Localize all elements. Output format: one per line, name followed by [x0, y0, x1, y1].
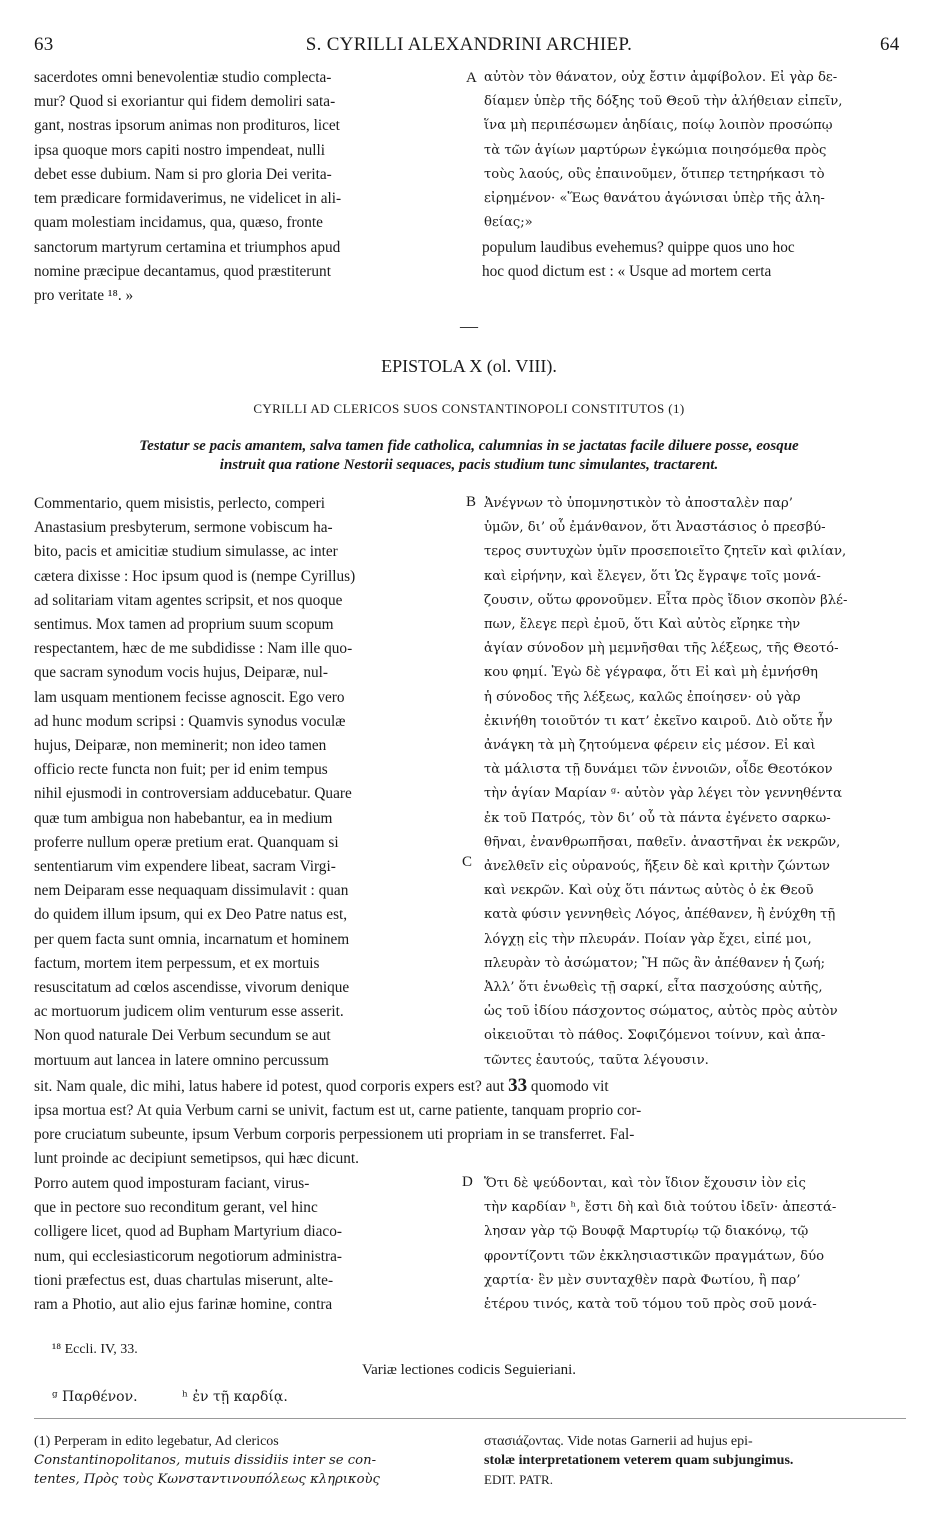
- greek-line: αὐτὸν τὸν θάνατον, οὐχ ἔστιν ἀμφίβολον. Εἰ γὰρ δε-: [484, 70, 838, 85]
- greek-line: Ὅτι δὲ ψεύδονται, καὶ τὸν ἴδιον ἔχουσιν ἰὸν εἰς: [484, 1176, 806, 1191]
- text-line-end: quomodo vit: [530, 1078, 609, 1095]
- variant-h: ʰ ἐν τῇ καρδίᾳ.: [182, 1389, 288, 1405]
- text-line: respectantem, hæc de me subdidisse : Nam ille quo-: [34, 640, 353, 658]
- column-number: 33: [508, 1075, 528, 1096]
- greek-line: φροντίζοντι τῶν ἐκκλησιαστικῶν πραγμάτων, δύο: [484, 1248, 825, 1264]
- text-line-start: sit. Nam quale, dic mihi, latus habere id potest, quod corporis expers est? aut: [34, 1078, 505, 1095]
- note-right: [484, 1432, 904, 1489]
- text-line: pore cruciatum subeunte, ipsum Verbum corporis perpessionem uti propriam in se transferret. Fal-: [34, 1126, 635, 1143]
- text-line: Porro autem quod imposturam faciant, virus-: [34, 1175, 310, 1192]
- note-line: στασιάζοντας. Vide notas Garnerii ad hujus epi-: [484, 1434, 753, 1449]
- greek-line: τῶντες ἑαυτούς, ταῦτα λέγουσιν.: [484, 1052, 709, 1068]
- epistola-subtitle: CYRILLI AD CLERICOS SUOS CONSTANTINOPOLI CONSTITUTOS (1): [253, 401, 685, 416]
- text-line: tem prædicare formidaverimus, ne videlicet in ali-: [34, 190, 342, 208]
- text-line: gant, nostras ipsorum animas non prodituros, licet: [34, 117, 340, 135]
- text-line: Commentario, quem misistis, perlecto, comperi: [34, 495, 326, 512]
- greek-line: οἰκειοῦται τὸ πάθος. Σοφιζόμενοι τοίνυν, καὶ ἀπα-: [484, 1028, 826, 1044]
- bottom-left-column: [34, 1172, 460, 1317]
- greek-line: Ἀνέγνων τὸ ὑπομνηστικὸν τὸ ἀποσταλὲν παρ’: [484, 496, 793, 511]
- greek-line: ἁγίαν σύνοδον μὴ μεμνῆσθαι τῆς λέξεως, τῆς Θεοτό-: [484, 641, 839, 657]
- text-line: colligere licet, quod ad Bupham Martyrium diaco-: [34, 1223, 342, 1241]
- text-line: officio recte functa non fuit; per id enim tempus: [34, 761, 328, 779]
- text-line: sacerdotes omni benevolentiæ studio complecta-: [34, 69, 332, 86]
- greek-line: λησαν γὰρ τῷ Βουφᾷ Μαρτυρίῳ τῷ διακόνῳ, τῷ: [484, 1224, 809, 1240]
- margin-letter-d: D: [462, 1174, 473, 1190]
- greek-line: ἑτέρου τινός, κατὰ τοῦ τόμου τοῦ πρὸς σοῦ μονά-: [484, 1297, 817, 1313]
- greek-line: τὴν καρδίαν ʰ, ἔστι δὴ καὶ διὰ τούτου ἰδεῖν· ἀπεστά-: [484, 1200, 837, 1216]
- text-line: ad hunc modum scripsi : Quamvis synodus voculæ: [34, 712, 346, 730]
- text-line: num, qui ecclesiasticorum negotiorum administra-: [34, 1247, 342, 1265]
- text-line: ipsa mortua est? At quia Verbum carni se univit, factum est ut, carne patiente, tanquam proprio cor-: [34, 1102, 642, 1119]
- note-line: EDIT. PATR.: [484, 1472, 553, 1487]
- page-number-left: 63: [34, 34, 54, 55]
- text-line: quam molestiam incidamus, qua, quæso, fronte: [34, 214, 323, 232]
- greek-line: τοὺς λαούς, οὓς ἐπαινοῦμεν, ὅτιπερ τετηρήκασι τὸ: [484, 166, 825, 182]
- text-line: tioni præfectus est, duas chartulas miserunt, alte-: [34, 1271, 334, 1289]
- note-line: Constantinopolitanos, mutuis dissidiis inter se con-: [34, 1453, 377, 1468]
- greek-line: κατὰ φύσιν γεννηθεὶς Λόγος, ἀπέθανεν, ἢ ἐνύχθη τῇ: [484, 907, 836, 923]
- main-right-column: [484, 492, 904, 1073]
- note-line: (1) Perperam in edito legebatur, Ad clericos: [34, 1434, 279, 1449]
- text-line: bito, pacis et amicitiæ studium simulasse, ac inter: [34, 543, 338, 561]
- top-left-column: [34, 66, 460, 235]
- main-left-column: [34, 492, 460, 1073]
- greek-line: ἀνάγκη τὰ μὴ ζητούμενα φέρειν εἰς μέσον. Εἰ καὶ: [484, 738, 816, 754]
- text-line: do quidem illum ipsum, qui ex Deo Patre natus est,: [34, 906, 348, 924]
- text-line: quæ tum ambigua non habebantur, ea in medium: [34, 809, 333, 827]
- note-left: [34, 1432, 460, 1489]
- greek-line: χαρτία· ἓν μὲν συνταχθὲν παρὰ Φωτίου, ἢ παρ’: [484, 1272, 801, 1288]
- text-line: mur? Quod si exoriantur qui fidem demoliri sata-: [34, 93, 336, 111]
- greek-line: θῆναι, ἐνανθρωπῆσαι, παθεῖν. ἀναστῆναι ἐκ νεκρῶν,: [484, 834, 841, 850]
- argument: [0, 437, 938, 475]
- text-line: hoc quod dictum est : « Usque ad mortem certa: [482, 263, 772, 281]
- text-line: ipsa quoque mors capiti nostro impendeat, nulli: [34, 141, 326, 159]
- text-line: sanctorum martyrum certamina et triumphos apud: [34, 239, 341, 256]
- greek-line: θείας;»: [484, 215, 533, 231]
- text-line: ad solitariam vitam agentes scripsit, et nos quoque: [34, 591, 343, 609]
- text-line: [34, 1074, 906, 1099]
- greek-line: πλευρὰν τὸ ἀσώματον; Ἢ πῶς ἂν ἀπέθανεν ἡ ζωή;: [484, 955, 826, 971]
- variae-title: Variæ lectiones codicis Seguieriani.: [361, 1362, 577, 1378]
- greek-line: ἐκινήθη τοιοῦτόν τι κατ’ ἐκεῖνο καιροῦ. Διὸ οὔτε ἦν: [484, 713, 833, 729]
- text-line: proferre nullum operæ pretium erat. Quanquam si: [34, 833, 339, 851]
- margin-letter-c: C: [462, 854, 473, 870]
- text-line: hujus, Deiparæ, non meminerit; non ideo tamen: [34, 737, 327, 755]
- text-line: cætera dixisse : Hoc ipsum quod is (nempe Cyrillus): [34, 567, 356, 585]
- argument-line: Testatur se pacis amantem, salva tamen fide catholica, calumnias in se jactatas facile diluere posse, eosque: [139, 438, 799, 454]
- divider: —: [460, 316, 478, 336]
- text-line: mortuum aut lancea in latere omnino percussum: [34, 1051, 329, 1069]
- text-line: que in pectore suo reconditum gerant, vel hinc: [34, 1199, 318, 1217]
- text-line: nihil ejusmodi in controversiam adducebatur. Quare: [34, 785, 352, 803]
- greek-line: ζουσιν, οὕτω φρονοῦμεν. Εἶτα πρὸς ἴδιον σκοπὸν βλέ-: [484, 592, 848, 608]
- greek-line: τὴν ἁγίαν Μαρίαν ᵍ· αὐτὸν γὰρ λέγει τὸν γεννηθέντα: [484, 786, 843, 802]
- greek-line: ὑμῶν, δι’ οὗ ἐμάνθανον, ὅτι Ἀναστάσιος ὁ πρεσβύ-: [484, 520, 826, 536]
- text-line: nem Deiparam esse nequaquam dissimulavit : quan: [34, 882, 349, 900]
- text-line: que sacram synodum vocis hujus, Deiparæ, nul-: [34, 664, 328, 682]
- text-line: resuscitatum ad cœlos ascendisse, vivorum denique: [34, 979, 350, 997]
- text-line: ac mortuorum judicem olim venturum esse asserit.: [34, 1003, 344, 1021]
- greek-line: λόγχῃ εἰς τὴν πλευράν. Ποίαν γὰρ ἔχει, εἰπέ μοι,: [484, 931, 812, 947]
- text-line: ram a Photio, aut alio ejus farinæ homine, contra: [34, 1296, 333, 1314]
- margin-letter-b: B: [466, 494, 477, 510]
- greek-line: καὶ εἰρήνην, καὶ ἔλεγεν, ὅτι Ὡς ἔγραψε τοῖς μονά-: [484, 568, 821, 584]
- full-width-block: [34, 1074, 906, 1171]
- text-line: lam usquam mentionem fecisse agnoscit. Ego vero: [34, 688, 345, 706]
- greek-line: κου φημί. Ἐγὼ δὲ γέγραφα, ὅτι Εἰ καὶ μὴ ἐμνήσθη: [484, 665, 818, 681]
- epistola-title: EPISTOLA X (ol. VIII).: [381, 356, 557, 376]
- text-line: sententiarum vim expendere libeat, sacram Virgi-: [34, 858, 336, 876]
- footnote-reference: ¹⁸ Eccli. IV, 33.: [52, 1342, 138, 1357]
- greek-line: ἡ σύνοδος τῆς λέξεως, καλῶς ἐποίησεν· οὐ γὰρ: [484, 689, 801, 705]
- top-tail-left: [34, 236, 464, 309]
- greek-line: ὡς τοῦ ἰδίου πάσχοντος σώματος, αὐτὸς πρὸς αὐτὸν: [484, 1004, 838, 1020]
- variant-g: ᵍ Παρθένον.: [52, 1389, 138, 1405]
- bottom-right-column: [484, 1172, 904, 1317]
- top-right-column: [484, 66, 904, 235]
- top-tail-right: [482, 236, 906, 284]
- greek-line: δίαμεν ὑπὲρ τῆς δόξης τοῦ Θεοῦ τὴν ἀλήθειαν εἰπεῖν,: [484, 94, 843, 110]
- page-number-right: 64: [880, 34, 900, 55]
- greek-line: εἰρημένον· «Ἕως θανάτου ἀγώνισαι ὑπὲρ τῆς ἀλη-: [484, 191, 825, 207]
- text-line: Non quod naturale Dei Verbum secundum se aut: [34, 1027, 331, 1045]
- running-title: S. CYRILLI ALEXANDRINI ARCHIEP.: [305, 34, 633, 55]
- greek-line: ἀνελθεῖν εἰς οὐρανούς, ἥξειν δὲ καὶ κριτὴν ζώντων: [484, 859, 830, 875]
- greek-line: Ἀλλ’ ὅτι ἑνωθεὶς τῇ σαρκί, εἶτα πασχούσης αὐτῆς,: [484, 980, 823, 996]
- text-line: pro veritate ¹⁸. »: [34, 287, 134, 305]
- text-line: factum, mortem item perpessum, et ex mortuis: [34, 954, 320, 972]
- greek-line: καὶ νεκρῶν. Καὶ οὐχ ὅτι πάντως αὐτὸς ὁ ἐκ Θεοῦ: [484, 883, 814, 899]
- greek-line: ἐκ τοῦ Πατρός, τὸν δι’ οὗ τὰ πάντα ἐγένετο σαρκω-: [484, 810, 831, 826]
- note-line: stolæ interpretationem veterem quam subjungimus.: [484, 1453, 794, 1468]
- argument-line: instruit qua ratione Nestorii sequaces, pacis studium tunc simulantes, tractarent.: [219, 457, 719, 473]
- text-line: sentimus. Mox tamen ad proprium suum scopum: [34, 616, 334, 634]
- text-line: debet esse dubium. Nam si pro gloria Dei verita-: [34, 165, 332, 183]
- note-line: tentes, Πρὸς τοὺς Κωνσταντινουπόλεως κληρικοὺς: [34, 1472, 380, 1487]
- text-line: populum laudibus evehemus? quippe quos uno hoc: [482, 239, 795, 256]
- greek-line: πων, ἔλεγε περὶ ἐμοῦ, ὅτι Καὶ αὐτὸς εἴρηκε τὴν: [484, 617, 801, 633]
- greek-line: τὰ τῶν ἁγίων μαρτύρων ἐγκώμια ποιησόμεθα πρὸς: [484, 142, 827, 158]
- greek-line: τὰ μάλιστα τῇ δυνάμει τῶν ἐννοιῶν, οἶδε Θεοτόκον: [484, 762, 833, 778]
- greek-line: ἵνα μὴ περιπέσωμεν ἀηδίαις, ποίῳ λοιπὸν προσώπῳ: [484, 118, 833, 134]
- greek-line: τερος συντυχὼν ὑμῖν προσεποιεῖτο ζητεῖν καὶ φιλίαν,: [484, 544, 847, 560]
- text-line: lunt proinde ac decipiunt semetipsos, qui hæc dicunt.: [34, 1150, 359, 1167]
- text-line: Anastasium presbyterum, sermone vobiscum ha-: [34, 519, 333, 537]
- text-line: nomine præcipue decantamus, quod præstiterunt: [34, 263, 331, 281]
- footnote-rule: [34, 1418, 906, 1419]
- margin-letter-a: A: [466, 70, 477, 86]
- text-line: per quem facta sunt omnia, incarnatum et hominem: [34, 930, 350, 948]
